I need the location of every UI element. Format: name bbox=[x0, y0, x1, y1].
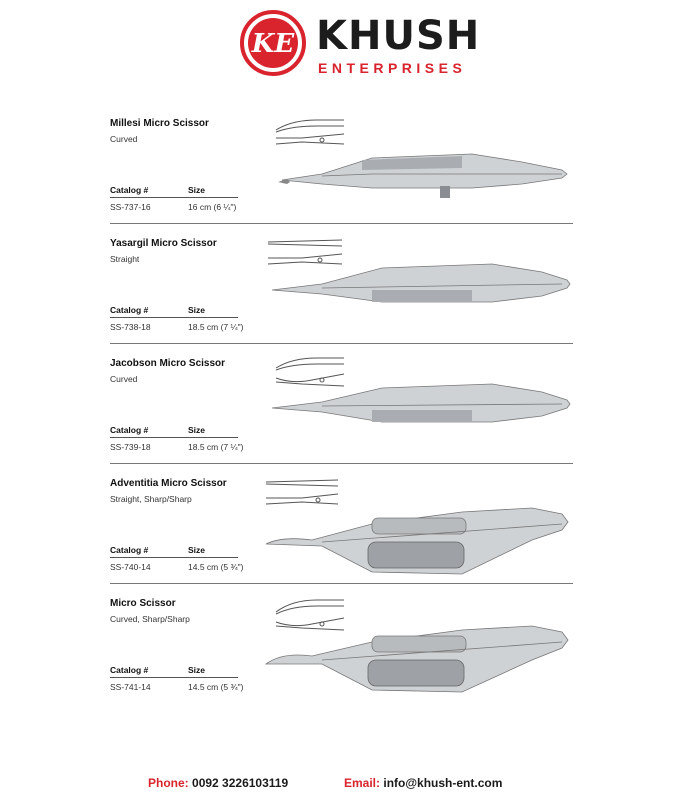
table-rule bbox=[110, 677, 238, 678]
size-header: Size bbox=[188, 545, 206, 555]
product-card bbox=[0, 224, 689, 344]
logo-badge-icon bbox=[240, 10, 306, 76]
catalog-header: Catalog # bbox=[110, 305, 149, 315]
table-rule bbox=[110, 557, 238, 558]
product-size: 14.5 cm (5 ¾") bbox=[188, 682, 244, 692]
catalog-header: Catalog # bbox=[110, 185, 149, 195]
product-subtitle: Curved, Sharp/Sharp bbox=[110, 614, 190, 624]
size-header: Size bbox=[188, 185, 206, 195]
table-rule bbox=[110, 317, 238, 318]
product-size: 16 cm (6 ¼") bbox=[188, 202, 237, 212]
catalog-number: SS-740-14 bbox=[110, 562, 151, 572]
logo-badge-text: KE bbox=[251, 29, 295, 59]
brand-name: KHUSH bbox=[316, 13, 481, 59]
catalog-header: Catalog # bbox=[110, 545, 149, 555]
company-logo bbox=[240, 10, 481, 80]
product-subtitle: Curved bbox=[110, 134, 138, 144]
footer-phone bbox=[148, 776, 288, 790]
catalog-number: SS-741-14 bbox=[110, 682, 151, 692]
email-address[interactable]: info@khush-ent.com bbox=[383, 776, 503, 790]
scissor-illustration-icon bbox=[262, 224, 582, 344]
catalog-header: Catalog # bbox=[110, 665, 149, 675]
product-subtitle: Straight, Sharp/Sharp bbox=[110, 494, 192, 504]
product-size: 14.5 cm (5 ¾") bbox=[188, 562, 244, 572]
product-title: Micro Scissor bbox=[110, 598, 176, 609]
product-card bbox=[0, 104, 689, 224]
table-rule bbox=[110, 197, 238, 198]
catalog-header: Catalog # bbox=[110, 425, 149, 435]
product-title: Millesi Micro Scissor bbox=[110, 118, 209, 129]
product-card bbox=[0, 464, 689, 584]
product-subtitle: Straight bbox=[110, 254, 140, 264]
footer-email bbox=[344, 776, 502, 790]
size-header: Size bbox=[188, 425, 206, 435]
product-subtitle: Curved bbox=[110, 374, 138, 384]
scissor-illustration-icon bbox=[262, 584, 582, 704]
scissor-illustration-icon bbox=[262, 104, 582, 224]
product-size: 18.5 cm (7 ¼") bbox=[188, 322, 244, 332]
size-header: Size bbox=[188, 305, 206, 315]
brand-tagline: ENTERPRISES bbox=[318, 60, 467, 76]
email-label: Email: bbox=[344, 776, 381, 790]
phone-number[interactable]: 0092 3226103119 bbox=[192, 776, 289, 790]
product-title: Jacobson Micro Scissor bbox=[110, 358, 226, 369]
catalog-number: SS-738-18 bbox=[110, 322, 151, 332]
size-header: Size bbox=[188, 665, 206, 675]
product-title: Adventitia Micro Scissor bbox=[110, 478, 227, 489]
phone-label: Phone: bbox=[148, 776, 189, 790]
scissor-illustration-icon bbox=[262, 464, 582, 584]
catalog-number: SS-737-16 bbox=[110, 202, 151, 212]
product-size: 18.5 cm (7 ¼") bbox=[188, 442, 244, 452]
scissor-illustration-icon bbox=[262, 344, 582, 464]
product-title: Yasargil Micro Scissor bbox=[110, 238, 217, 249]
catalog-number: SS-739-18 bbox=[110, 442, 151, 452]
product-card bbox=[0, 584, 689, 704]
table-rule bbox=[110, 437, 238, 438]
product-card bbox=[0, 344, 689, 464]
